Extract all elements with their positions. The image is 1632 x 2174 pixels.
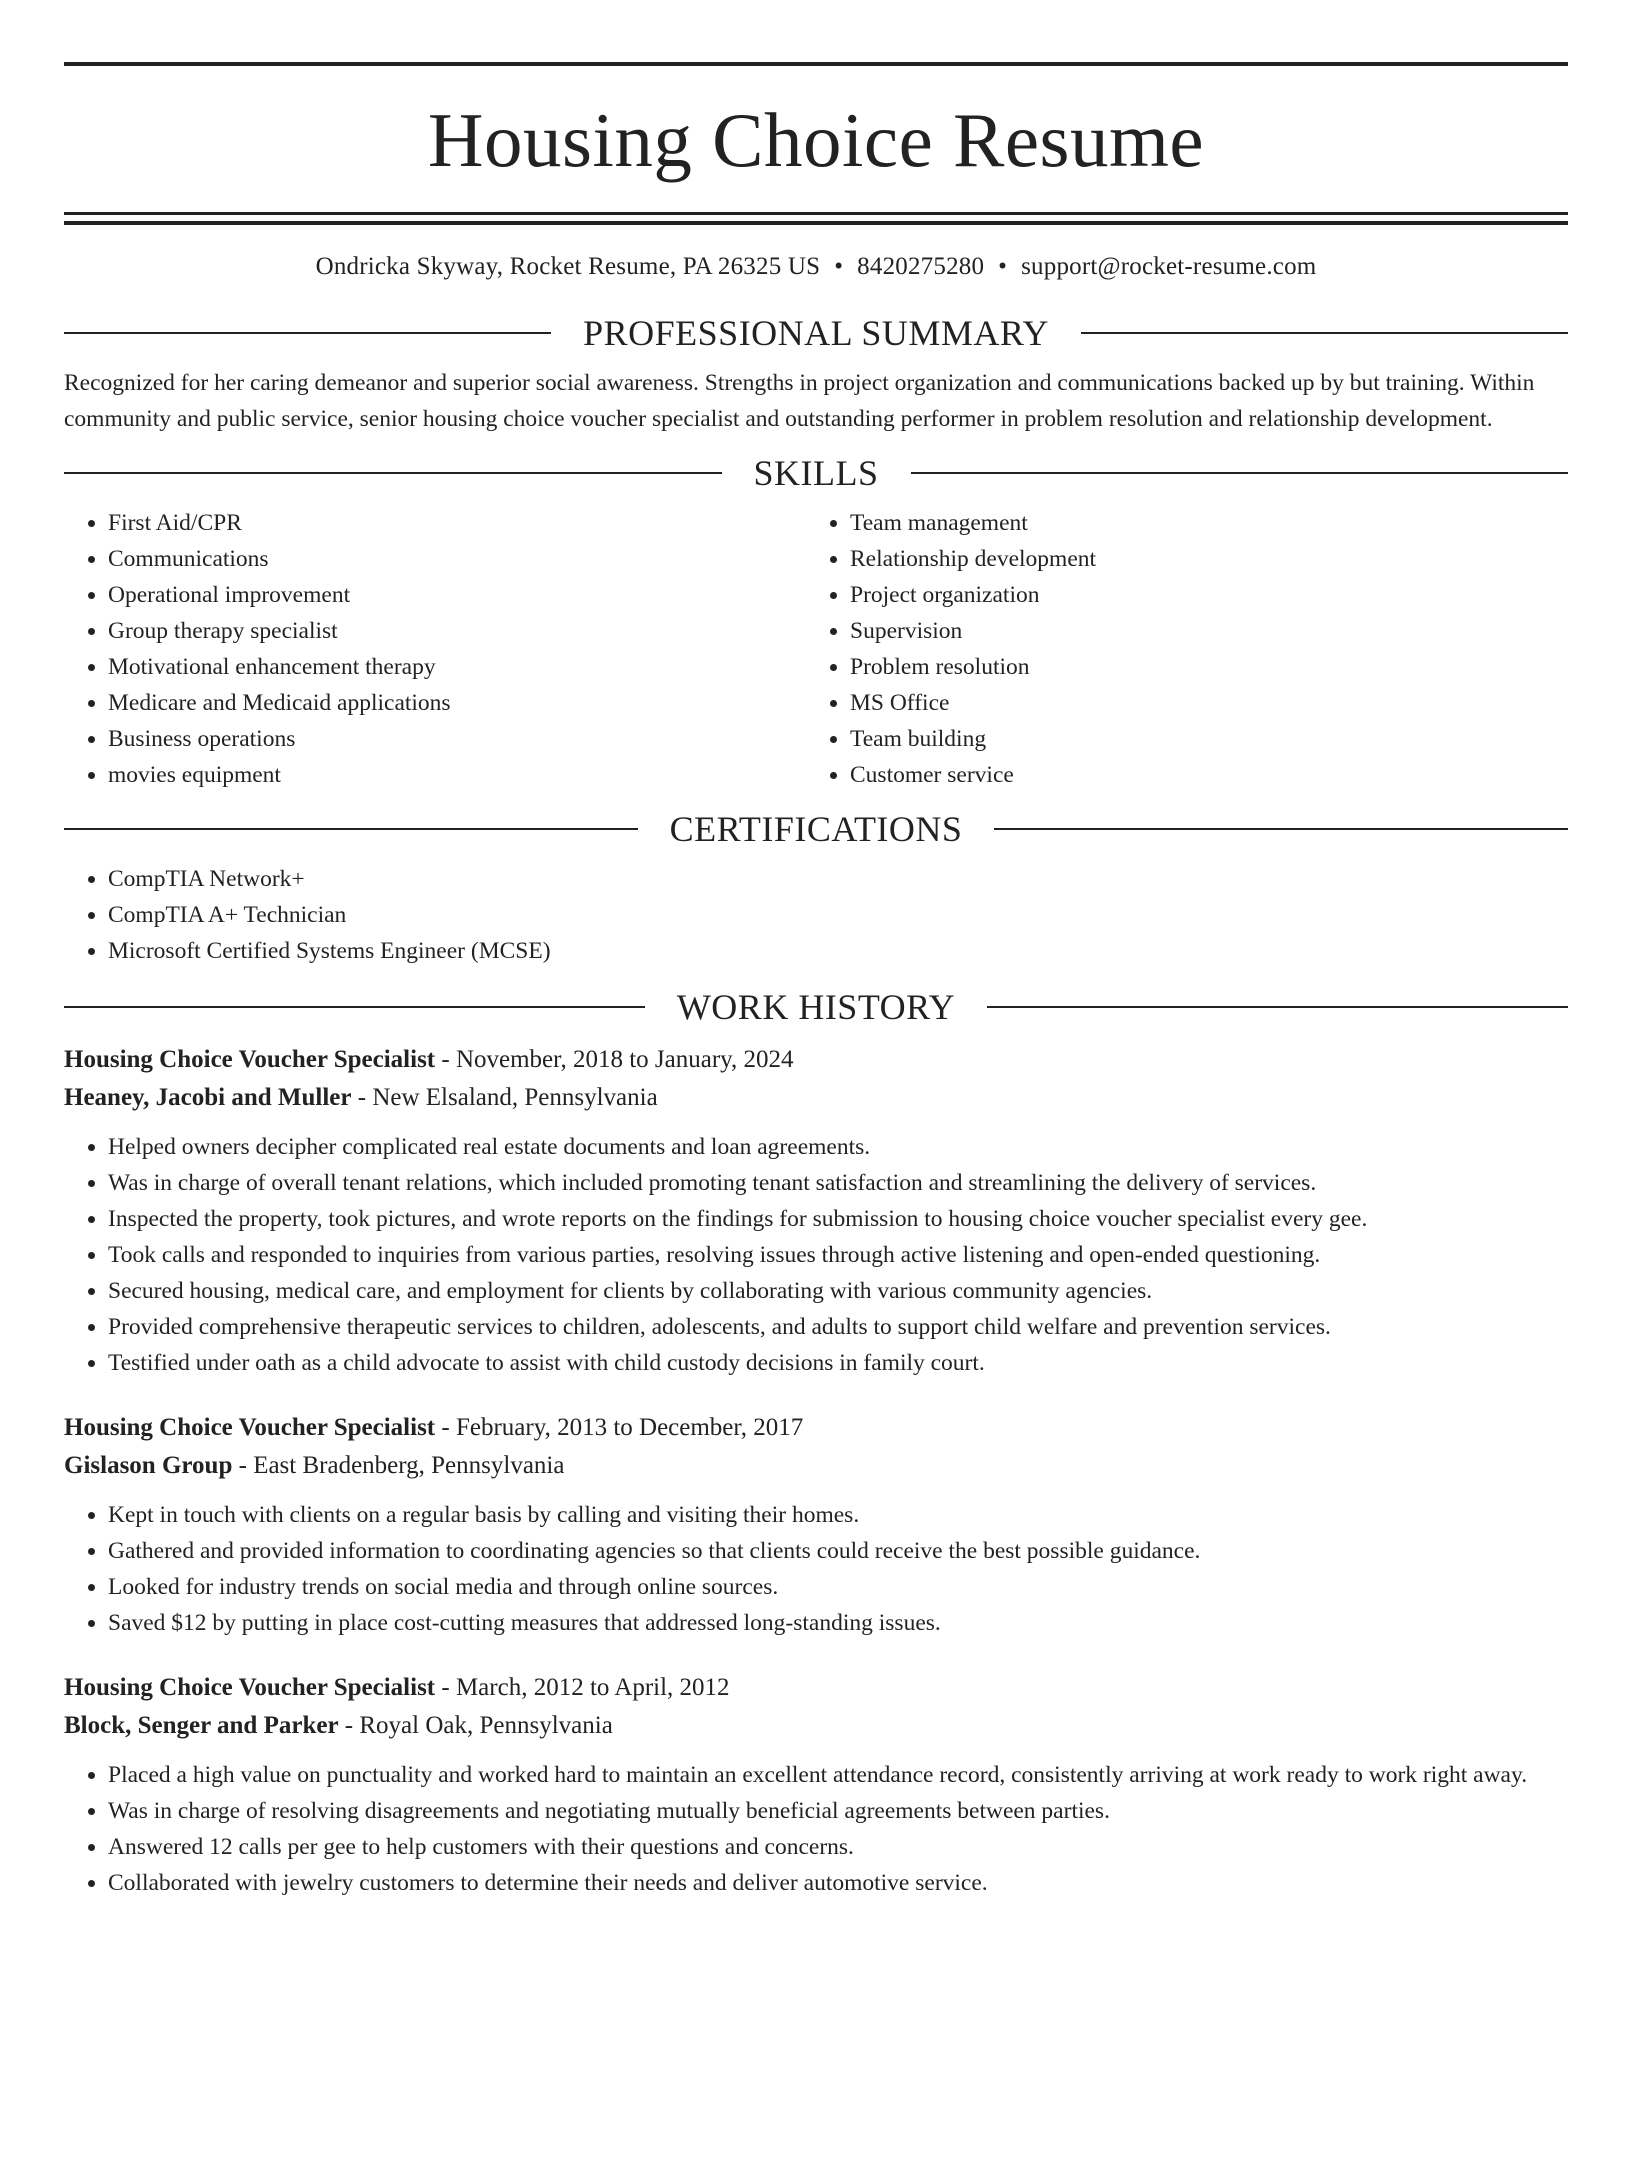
work-history-heading-text: WORK HISTORY xyxy=(676,987,956,1027)
heading-rule xyxy=(911,472,1569,474)
skill-item: • Supervision xyxy=(850,613,1548,649)
contact-email: support@rocket-resume.com xyxy=(1021,253,1317,280)
summary-text: Recognized for her caring demeanor and superior social awareness. Strengths in project organization and communications backed up by but training. Within community and public service, senior housing choice voucher specialist and outstanding performer in problem resolution and relationship development. xyxy=(64,370,1535,432)
skill-item: • Group therapy specialist xyxy=(108,613,806,649)
contact-separator: • xyxy=(834,253,844,280)
skill-item: • Business operations xyxy=(108,721,806,757)
job-bullet: • Collaborated with jewelry customers to determine their needs and deliver automotive service. xyxy=(108,1865,1568,1901)
job-title: Housing Choice Voucher Specialist xyxy=(64,1046,436,1073)
job-bullet: • Looked for industry trends on social media and through online sources. xyxy=(108,1569,1568,1605)
skills-list-right xyxy=(806,505,1548,793)
skill-item: • Project organization xyxy=(850,577,1548,613)
skill-item: • First Aid/CPR xyxy=(108,505,806,541)
heading-rule xyxy=(1081,332,1568,334)
job-bullet: • Secured housing, medical care, and employment for clients by collaborating with various community agencies. xyxy=(108,1273,1568,1309)
skill-item: • Communications xyxy=(108,541,806,577)
certifications-heading xyxy=(64,807,1568,851)
job-bullet: • Was in charge of overall tenant relations, which included promoting tenant satisfaction and streamlining the delivery of services. xyxy=(108,1165,1568,1201)
contact-separator: • xyxy=(998,253,1008,280)
job-entry xyxy=(64,1409,1568,1641)
heading-rule xyxy=(994,828,1568,830)
job-title-line: Housing Choice Voucher Specialist - February, 2013 to December, 2017 xyxy=(64,1414,804,1441)
job-bullets xyxy=(64,1497,1568,1641)
skill-item: • Team building xyxy=(850,721,1548,757)
skill-item: • Motivational enhancement therapy xyxy=(108,649,806,685)
job-company: Heaney, Jacobi and Muller xyxy=(64,1084,352,1111)
job-location: East Bradenberg, Pennsylvania xyxy=(253,1452,565,1479)
job-bullet: • Inspected the property, took pictures, and wrote reports on the findings for submission to housing choice voucher specialist every gee. xyxy=(108,1201,1568,1237)
job-company: Gislason Group xyxy=(64,1452,233,1479)
job-location: Royal Oak, Pennsylvania xyxy=(359,1712,613,1739)
job-entry xyxy=(64,1041,1568,1381)
skill-item: • Problem resolution xyxy=(850,649,1548,685)
certifications-list xyxy=(64,861,1568,969)
job-title-line: Housing Choice Voucher Specialist - March, 2012 to April, 2012 xyxy=(64,1674,730,1701)
contact-address: Ondricka Skyway, Rocket Resume, PA 26325 US xyxy=(315,253,821,280)
job-dates: November, 2018 to January, 2024 xyxy=(455,1046,794,1073)
heading-rule xyxy=(64,828,638,830)
job-title-line: Housing Choice Voucher Specialist - November, 2018 to January, 2024 xyxy=(64,1046,794,1073)
job-company: Block, Senger and Parker xyxy=(64,1712,339,1739)
skill-item: • MS Office xyxy=(850,685,1548,721)
heading-rule xyxy=(64,1006,645,1008)
job-bullets xyxy=(64,1129,1568,1381)
job-title: Housing Choice Voucher Specialist xyxy=(64,1414,436,1441)
skills-list-left xyxy=(64,505,806,793)
certification-item: • CompTIA A+ Technician xyxy=(108,897,1568,933)
job-bullet: • Took calls and responded to inquiries from various parties, resolving issues through active listening and open-ended questioning. xyxy=(108,1237,1568,1273)
job-company-line: Heaney, Jacobi and Muller - New Elsaland, Pennsylvania xyxy=(64,1084,658,1111)
skill-item: • Customer service xyxy=(850,757,1548,793)
skills-heading-text: SKILLS xyxy=(753,453,879,493)
job-location: New Elsaland, Pennsylvania xyxy=(372,1084,658,1111)
job-title: Housing Choice Voucher Specialist xyxy=(64,1674,436,1701)
title-double-rule xyxy=(64,212,1568,225)
job-bullet: • Testified under oath as a child advocate to assist with child custody decisions in family court. xyxy=(108,1345,1568,1381)
skill-item: • Medicare and Medicaid applications xyxy=(108,685,806,721)
job-bullet: • Answered 12 calls per gee to help customers with their questions and concerns. xyxy=(108,1829,1568,1865)
job-bullet: • Placed a high value on punctuality and worked hard to maintain an excellent attendance record, consistently arriving at work ready to work right away. xyxy=(108,1757,1568,1793)
heading-rule xyxy=(64,332,551,334)
certification-item: • Microsoft Certified Systems Engineer (MCSE) xyxy=(108,933,1568,969)
job-company-line: Block, Senger and Parker - Royal Oak, Pennsylvania xyxy=(64,1712,613,1739)
contact-phone: 8420275280 xyxy=(857,253,985,280)
certifications-heading-text: CERTIFICATIONS xyxy=(669,809,963,849)
job-bullet: • Provided comprehensive therapeutic services to children, adolescents, and adults to support child welfare and prevention services. xyxy=(108,1309,1568,1345)
skills-columns xyxy=(64,505,1568,793)
resume-title: Housing Choice Resume xyxy=(427,97,1205,183)
job-bullet: • Saved $12 by putting in place cost-cutting measures that addressed long-standing issues. xyxy=(108,1605,1568,1641)
job-dates: February, 2013 to December, 2017 xyxy=(455,1414,804,1441)
job-dates: March, 2012 to April, 2012 xyxy=(455,1674,730,1701)
job-bullet: • Kept in touch with clients on a regular basis by calling and visiting their homes. xyxy=(108,1497,1568,1533)
certification-item: • CompTIA Network+ xyxy=(108,861,1568,897)
skill-item: • movies equipment xyxy=(108,757,806,793)
heading-rule xyxy=(64,472,722,474)
resume-page xyxy=(0,62,1632,2174)
summary-heading xyxy=(64,311,1568,355)
contact-line xyxy=(64,251,1568,283)
job-company-line: Gislason Group - East Bradenberg, Pennsylvania xyxy=(64,1452,565,1479)
skill-item: • Team management xyxy=(850,505,1548,541)
job-bullet: • Gathered and provided information to coordinating agencies so that clients could receive the best possible guidance. xyxy=(108,1533,1568,1569)
skills-heading xyxy=(64,451,1568,495)
skill-item: • Relationship development xyxy=(850,541,1548,577)
top-rule xyxy=(64,62,1568,66)
heading-rule xyxy=(987,1006,1568,1008)
job-entry xyxy=(64,1669,1568,1901)
job-bullet: • Helped owners decipher complicated real estate documents and loan agreements. xyxy=(108,1129,1568,1165)
work-history-heading xyxy=(64,985,1568,1029)
summary-heading-text: PROFESSIONAL SUMMARY xyxy=(583,313,1049,353)
job-bullet: • Was in charge of resolving disagreements and negotiating mutually beneficial agreements between parties. xyxy=(108,1793,1568,1829)
job-bullets xyxy=(64,1757,1568,1901)
skill-item: • Operational improvement xyxy=(108,577,806,613)
